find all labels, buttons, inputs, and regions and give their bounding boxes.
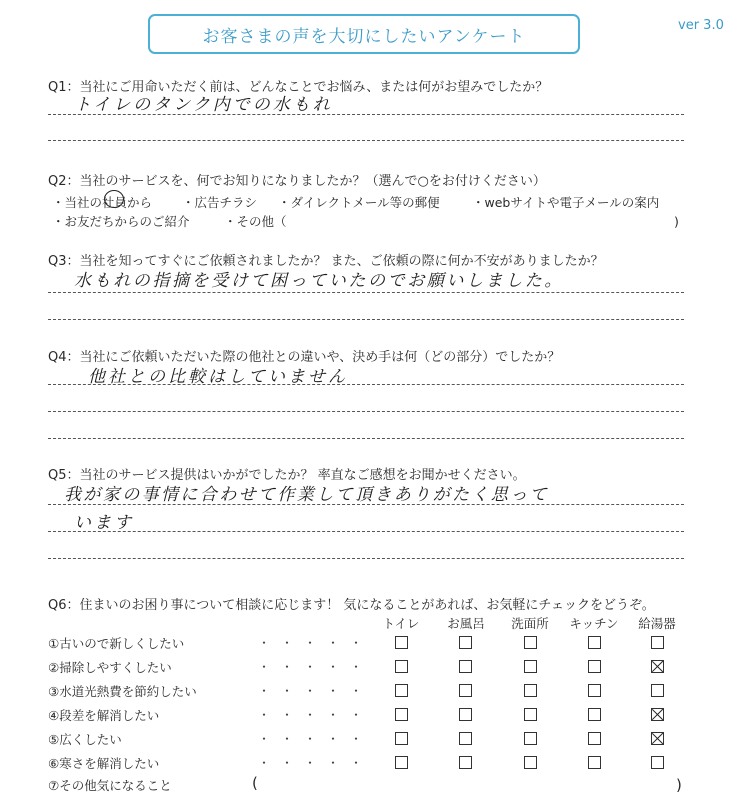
q6-checkbox-給湯器[interactable]	[651, 684, 664, 697]
q2-option-web[interactable]: ・webサイトや電子メールの案内	[472, 195, 660, 210]
q6-row-dots: ・・・・・	[258, 756, 374, 770]
q5-line-3	[48, 558, 684, 559]
q2-option-flyer[interactable]: ・広告チラシ	[182, 195, 258, 210]
q6-row-dots: ・・・・・	[258, 732, 374, 746]
q6-row-dots: ・・・・・	[258, 660, 374, 674]
q5-answer-line-2[interactable]: います	[74, 513, 134, 533]
q1-question: Q1：当社にご用命いただく前は、どんなことでお悩み、または何がお望みでしたか？	[48, 80, 549, 95]
q6-row-label: ⑥寒さを解消したい	[48, 756, 160, 771]
col-washroom: 洗面所	[511, 616, 549, 631]
q2-option-direct-mail[interactable]: ・ダイレクトメール等の郵便	[278, 195, 440, 210]
q4-answer[interactable]: 他社との比較はしていません	[88, 367, 348, 387]
q6-row-label: ④段差を解消したい	[48, 708, 160, 723]
q6-checkbox-給湯器[interactable]	[651, 636, 664, 649]
q6-checkbox-お風呂[interactable]	[459, 636, 472, 649]
q6-checkbox-洗面所[interactable]	[524, 708, 537, 721]
q4-line-3	[48, 438, 684, 439]
col-water-heater: 給湯器	[638, 616, 676, 631]
version-label: ver 3.0	[678, 18, 724, 33]
q2-option-friend[interactable]: ・お友だちからのご紹介	[52, 214, 190, 229]
q6-row-dots: ・・・・・	[258, 684, 374, 698]
q6-row-label: ③水道光熱費を節約したい	[48, 684, 197, 699]
q6-row-dots: ・・・・・	[258, 708, 374, 722]
q6-checkbox-お風呂[interactable]	[459, 660, 472, 673]
q6-checkbox-キッチン[interactable]	[588, 756, 601, 769]
q6-checkbox-洗面所[interactable]	[524, 684, 537, 697]
q6-other-open-paren: (	[252, 774, 258, 792]
q1-line-2	[48, 140, 684, 141]
col-bath: お風呂	[447, 616, 485, 631]
q6-checkbox-トイレ[interactable]	[395, 636, 408, 649]
q5-line-2	[48, 531, 684, 532]
q3-answer[interactable]: 水もれの指摘を受けて困っていたのでお願いしました。	[74, 271, 564, 291]
q5-line-1	[48, 504, 684, 505]
q2-question: Q2：当社のサービスを、何でお知りになりましたか？（選んで○をお付けください）	[48, 174, 546, 189]
survey-title	[148, 14, 580, 54]
q4-line-1	[48, 384, 684, 385]
q2-option-other[interactable]: ・その他（	[224, 214, 287, 229]
q6-checkbox-給湯器[interactable]	[651, 708, 664, 721]
q3-line-1	[48, 292, 684, 293]
q6-other-close-paren: )	[676, 776, 682, 794]
q6-checkbox-キッチン[interactable]	[588, 636, 601, 649]
q6-row-label: ①古いので新しくしたい	[48, 636, 185, 651]
q6-checkbox-トイレ[interactable]	[395, 684, 408, 697]
q6-checkbox-トイレ[interactable]	[395, 756, 408, 769]
q6-checkbox-お風呂[interactable]	[459, 756, 472, 769]
q6-checkbox-キッチン[interactable]	[588, 732, 601, 745]
q6-checkbox-洗面所[interactable]	[524, 732, 537, 745]
q6-checkbox-キッチン[interactable]	[588, 708, 601, 721]
q6-checkbox-トイレ[interactable]	[395, 732, 408, 745]
q4-line-2	[48, 411, 684, 412]
q6-other-label: ⑦その他気になること	[48, 778, 172, 793]
q6-checkbox-キッチン[interactable]	[588, 660, 601, 673]
q3-question: Q3：当社を知ってすぐにご依頼されましたか？ また、ご依頼の際に何か不安がありましたか？	[48, 254, 604, 269]
q6-checkbox-洗面所[interactable]	[524, 636, 537, 649]
q6-question: Q6：住まいのお困り事について相談に応じます！ 気になることがあれば、お気軽にチェックをどうぞ。	[48, 598, 655, 613]
q3-line-2	[48, 319, 684, 320]
q5-question: Q5：当社のサービス提供はいかがでしたか？ 率直なご感想をお聞かせください。	[48, 468, 526, 483]
q4-question: Q4：当社にご依頼いただいた際の他社との違いや、決め手は何（どの部分）でしたか？	[48, 350, 561, 365]
q6-row-label: ②掃除しやすくしたい	[48, 660, 172, 675]
survey-title-text: お客さまの声を大切にしたいアンケート	[202, 26, 526, 47]
q6-checkbox-給湯器[interactable]	[651, 756, 664, 769]
q6-checkbox-お風呂[interactable]	[459, 732, 472, 745]
q5-answer-line-1[interactable]: 我が家の事情に合わせて作業して頂きありがたく思って	[64, 485, 549, 505]
q2-option-staff[interactable]: ・当社の社員から	[52, 195, 153, 210]
q6-checkbox-キッチン[interactable]	[588, 684, 601, 697]
q6-checkbox-洗面所[interactable]	[524, 660, 537, 673]
q6-checkbox-お風呂[interactable]	[459, 708, 472, 721]
q2-other-close-paren: )	[674, 214, 679, 229]
q6-checkbox-トイレ[interactable]	[395, 708, 408, 721]
q1-line-1	[48, 114, 684, 115]
q6-checkbox-お風呂[interactable]	[459, 684, 472, 697]
q6-row-label: ⑤広くしたい	[48, 732, 122, 747]
q6-checkbox-洗面所[interactable]	[524, 756, 537, 769]
q6-row-dots: ・・・・・	[258, 636, 374, 650]
q6-checkbox-給湯器[interactable]	[651, 660, 664, 673]
col-kitchen: キッチン	[569, 616, 619, 631]
col-toilet: トイレ	[382, 616, 420, 631]
q6-checkbox-給湯器[interactable]	[651, 732, 664, 745]
q1-answer[interactable]: トイレのタンク内での水もれ	[74, 95, 333, 115]
q6-checkbox-トイレ[interactable]	[395, 660, 408, 673]
